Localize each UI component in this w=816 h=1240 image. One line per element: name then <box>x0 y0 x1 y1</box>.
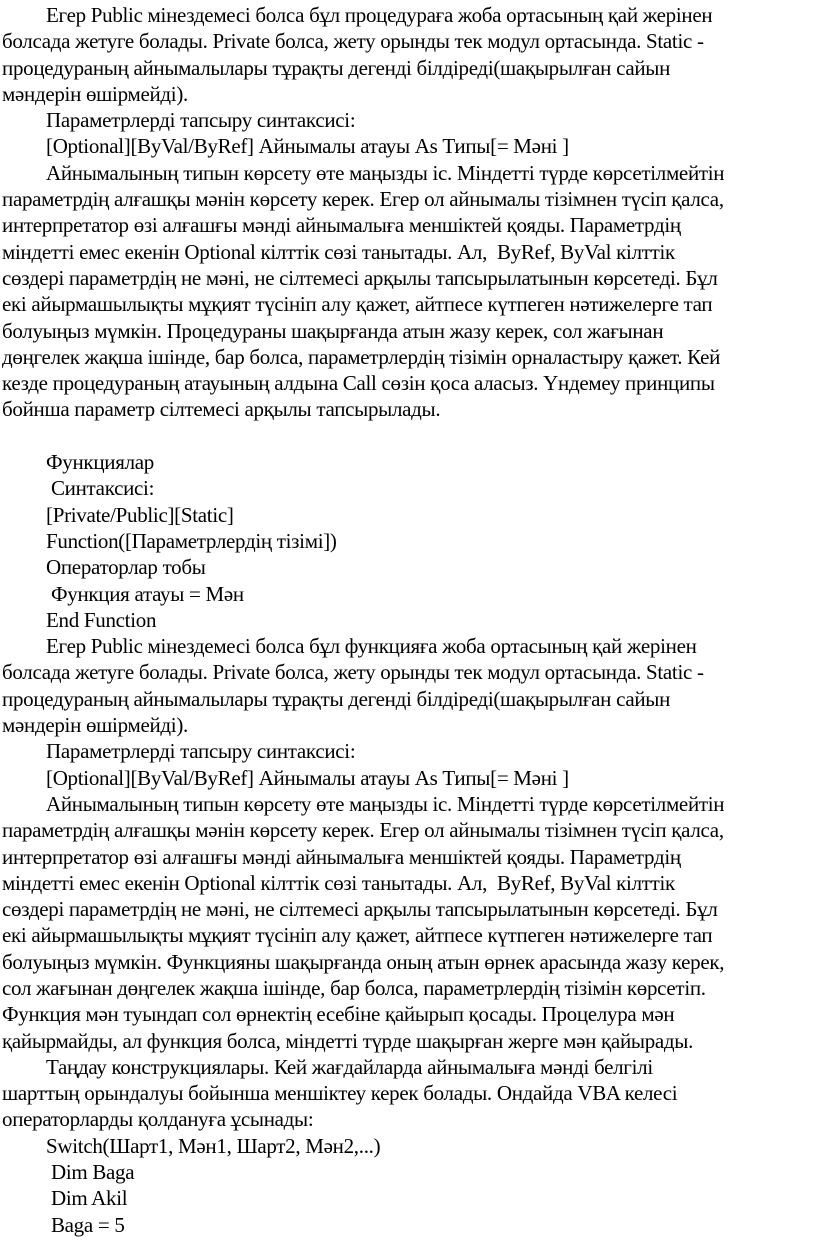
para-param-syntax-2 <box>2 765 814 791</box>
text-line: болуыңыз мүмкін. Процедураны шақырғанда атын жазу керек, сол жағынан <box>2 318 664 343</box>
text-line: болуыңыз мүмкін. Функцияны шақырғанда оның атын өрнек арасында жазу керек, <box>2 949 725 974</box>
text-line: Таңдау конструкциялары. Кей жағдайларда айнымалыға мәнді белгілі <box>46 1054 653 1079</box>
text-line: болсада жетуге болады. Private болса, жету орынды тек модул ортасында. Static - <box>2 660 704 685</box>
code-dim-baga <box>2 1159 814 1185</box>
para-function-syntax-label <box>2 475 814 501</box>
para-param-syntax-heading-2 <box>2 738 814 764</box>
text-line: міндетті емес екенін Optional кілттік сөзі танытады. Ал, ByRef, ByVal кілттік <box>2 870 675 895</box>
text-line: Switch(Шарт1, Мән1, Шарт2, Мән2,...) <box>46 1133 381 1158</box>
code-private-public-static <box>2 502 814 528</box>
para-param-explanation-function <box>2 791 814 1054</box>
text-line: интерпретатор өзі алғашғы мәнді айнымалыға меншіктей қояды. Параметрдің <box>2 844 681 869</box>
code-operators-group <box>2 554 814 580</box>
text-line: Параметрлерді тапсыру синтаксисі: <box>46 739 356 764</box>
text-line: бойнша параметр сілтемесі арқылы тапсырылады. <box>2 397 441 422</box>
text-line: сөздері параметрдің не мәні, не сілтемесі арқылы тапсырылатынын көрсетеді. Бұл <box>2 265 718 290</box>
text-line: қайырмайды, ал функция болса, міндетті түрде шақырған жерге мән қайырады. <box>2 1028 694 1053</box>
text-line: интерпретатор өзі алғашғы мәнді айнымалыға меншіктей қояды. Параметрдің <box>2 213 681 238</box>
text-line: Dim Baga <box>46 1160 135 1185</box>
text-line: сол жағынан дөңгелек жақша ішінде, бар болса, параметрлердің тізімін көрсетіп. <box>2 975 706 1000</box>
code-switch <box>2 1133 814 1159</box>
text-line: екі айырмашылықты мұқият түсініп алу қажет, айтпесе күтпеген нәтижелерге тап <box>2 292 713 317</box>
text-line: Операторлар тобы <box>46 555 206 580</box>
spacer-blank-line <box>2 423 814 449</box>
text-line: Егер Public мінездемесі болса бұл функцияға жоба ортасының қай жерінен <box>46 634 697 659</box>
para-selection-constructs <box>2 1054 814 1133</box>
text-line: [Optional][ByVal/ByRef] Айнымалы атауы As Типы[= Мәні ] <box>46 765 569 790</box>
text-line: Айнымалының типын көрсету өте маңызды іс. Міндетті түрде көрсетілмейтін <box>46 160 725 185</box>
para-param-syntax-heading <box>2 107 814 133</box>
text-line: мәндерін өшірмейді). <box>2 713 188 738</box>
code-end-function <box>2 607 814 633</box>
text-line: параметрдің алғашқы мәнін көрсету керек. Егер ол айнымалы тізімнен түсіп қалса, <box>2 818 724 843</box>
text-line: процедураның айнымалылары тұрақты дегенді білдіреді(шақырылған сайын <box>2 55 671 80</box>
para-param-explanation-procedure <box>2 160 814 423</box>
text-line: Функция мән туындап сол өрнектің есебіне қайырып қосады. Процелура мән <box>2 1002 675 1027</box>
text-line: параметрдің алғашқы мәнін көрсету керек. Егер ол айнымалы тізімнен түсіп қалса, <box>2 187 724 212</box>
text-line: Егер Public мінездемесі болса бұл процедураға жоба ортасының қай жерінен <box>46 3 713 27</box>
text-line: сөздері параметрдің не мәні, не сілтемесі арқылы тапсырылатынын көрсетеді. Бұл <box>2 897 718 922</box>
text-line: процедураның айнымалылары тұрақты дегенді білдіреді(шақырылған сайын <box>2 686 671 711</box>
text-line: Функциялар <box>46 450 154 475</box>
text-line: болсада жетуге болады. Private болса, жету орынды тек модул ортасында. Static - <box>2 29 704 54</box>
text-line: дөңгелек жақша ішінде, бар болса, параметрлердің тізімін орналастыру қажет. Кей <box>2 344 721 369</box>
code-baga-assign <box>2 1212 814 1238</box>
text-line: операторларды қолдануға ұсынады: <box>2 1107 314 1132</box>
text-line: [Optional][ByVal/ByRef] Айнымалы атауы As Типы[= Мәні ] <box>46 134 569 159</box>
text-line: шарттың орындалуы бойынша меншіктеу керек болады. Ондайда VBA келесі <box>2 1081 678 1106</box>
text-line: Baga = 5 <box>46 1212 125 1237</box>
text-line: міндетті емес екенін Optional кілттік сөзі танытады. Ал, ByRef, ByVal кілттік <box>2 239 675 264</box>
para-param-syntax <box>2 133 814 159</box>
text-line: [Private/Public][Static] <box>46 502 234 527</box>
text-line: екі айырмашылықты мұқият түсініп алу қажет, айтпесе күтпеген нәтижелерге тап <box>2 923 713 948</box>
text-line <box>2 423 814 449</box>
text-line: Айнымалының типын көрсету өте маңызды іс. Міндетті түрде көрсетілмейтін <box>46 791 725 816</box>
para-function-visibility <box>2 633 814 738</box>
text-line: Dim Akil <box>46 1186 128 1211</box>
text-line: Функция атауы = Мән <box>46 581 244 606</box>
text-line: Параметрлерді тапсыру синтаксисі: <box>46 108 356 133</box>
text-line: Синтаксисі: <box>46 476 155 501</box>
para-procedure-visibility <box>2 2 814 107</box>
code-dim-akil <box>2 1185 814 1211</box>
code-function-name-value <box>2 581 814 607</box>
para-functions-heading <box>2 449 814 475</box>
text-line: кезде процедураның атауының алдына Call сөзін қоса аласыз. Үндемеу принципы <box>2 371 715 396</box>
text-line: Function([Параметрлердің тізімі]) <box>46 528 337 553</box>
code-function-declaration <box>2 528 814 554</box>
text-line: End Function <box>46 607 157 632</box>
text-line: мәндерін өшірмейді). <box>2 81 188 106</box>
